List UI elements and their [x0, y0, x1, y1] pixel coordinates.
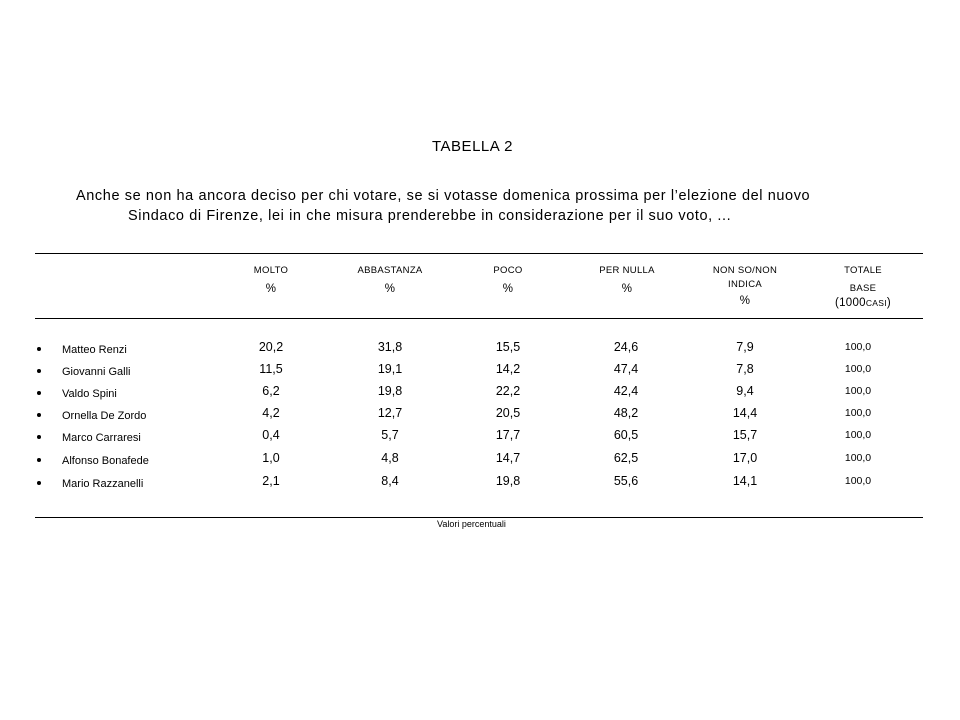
table-cell: 19,8 — [377, 384, 403, 398]
table-cell: 100,0 — [844, 429, 872, 441]
table-cell: 62,5 — [613, 451, 639, 465]
question-line-1: Anche se non ha ancora deciso per chi votare, se si votasse domenica prossima per l’elezione del nuovo — [76, 188, 811, 204]
question-line-2: Sindaco di Firenze, lei in che misura prenderebbe in considerazione per il suo voto, ... — [128, 208, 732, 224]
column-label: TOTALE — [844, 265, 882, 276]
table-header-rule — [35, 318, 923, 319]
table-cell: 19,1 — [377, 362, 403, 376]
bullet-icon — [37, 391, 41, 395]
column-label: NON SO/NON — [712, 265, 778, 276]
table-cell: 100,0 — [844, 452, 872, 464]
table-cell: 100,0 — [844, 475, 872, 487]
table-cell: 6,2 — [262, 384, 280, 398]
table-cell: 12,7 — [377, 406, 403, 420]
table-cell: 2,1 — [262, 474, 280, 488]
casi-open: (1000 — [834, 297, 866, 309]
table-cell: 9,4 — [736, 384, 754, 398]
table-top-rule — [35, 253, 923, 254]
table-cell: 24,6 — [613, 340, 639, 354]
column-label-2: INDICA — [728, 279, 762, 290]
candidate-name: Ornella De Zordo — [62, 410, 147, 422]
table-cell: 48,2 — [613, 406, 639, 420]
table-cell: 15,7 — [732, 428, 758, 442]
candidate-name: Alfonso Bonafede — [62, 455, 149, 467]
table-cell: 42,4 — [613, 384, 639, 398]
footnote: Valori percentuali — [437, 519, 506, 529]
table-cell: 17,0 — [732, 451, 758, 465]
column-unit: % — [739, 295, 751, 307]
table-cell: 100,0 — [844, 407, 872, 419]
candidate-name: Valdo Spini — [62, 388, 117, 400]
column-unit: % — [265, 283, 277, 295]
bullet-icon — [37, 435, 41, 439]
table-cell: 20,5 — [495, 406, 521, 420]
table-cell: 11,5 — [259, 362, 283, 376]
column-label: PER NULLA — [599, 265, 655, 276]
table-row — [0, 406, 960, 428]
candidate-name: Matteo Renzi — [62, 344, 127, 356]
column-unit: % — [502, 283, 514, 295]
candidate-name: Giovanni Galli — [62, 366, 131, 378]
table-cell: 14,1 — [732, 474, 758, 488]
table-cell: 20,2 — [258, 340, 284, 354]
table-cell: 1,0 — [262, 451, 280, 465]
column-unit: % — [621, 283, 633, 295]
table-cell: 8,4 — [381, 474, 399, 488]
column-label: POCO — [493, 265, 523, 276]
casi-close: ) — [886, 297, 892, 309]
column-label: ABBASTANZA — [357, 265, 423, 276]
table-row — [0, 474, 960, 496]
table-row — [0, 362, 960, 384]
table-row — [0, 384, 960, 406]
table-cell: 55,6 — [613, 474, 639, 488]
bullet-icon — [37, 481, 41, 485]
table-cell: 14,4 — [732, 406, 758, 420]
table-cell: 60,5 — [613, 428, 639, 442]
bullet-icon — [37, 347, 41, 351]
column-label: MOLTO — [253, 265, 289, 276]
table-cell: 17,7 — [495, 428, 521, 442]
table-cell: 100,0 — [844, 341, 872, 353]
table-cell: 100,0 — [844, 363, 872, 375]
table-cell: 15,5 — [495, 340, 521, 354]
table-cell: 5,7 — [381, 428, 399, 442]
table-row — [0, 340, 960, 362]
column-casi-label — [818, 296, 908, 310]
table-cell: 19,8 — [495, 474, 521, 488]
table-cell: 7,8 — [736, 362, 754, 376]
column-unit: % — [384, 283, 396, 295]
table-cell: 4,8 — [381, 451, 399, 465]
bullet-icon — [37, 369, 41, 373]
table-cell: 22,2 — [495, 384, 521, 398]
column-header-totale — [818, 264, 908, 310]
table-cell: 100,0 — [844, 385, 872, 397]
table-cell: 4,2 — [262, 406, 280, 420]
column-base-label: BASE — [849, 283, 877, 294]
table-cell: 14,7 — [495, 451, 521, 465]
table-row — [0, 451, 960, 473]
candidate-name: Mario Razzanelli — [62, 478, 144, 490]
casi-small: CASI — [865, 298, 887, 308]
column-header-per-nulla — [582, 264, 672, 296]
table-cell: 0,4 — [262, 428, 280, 442]
table-cell: 47,4 — [613, 362, 639, 376]
table-cell: 7,9 — [736, 340, 754, 354]
bullet-icon — [37, 458, 41, 462]
table-cell: 31,8 — [377, 340, 403, 354]
table-title: TABELLA 2 — [432, 138, 513, 155]
table-row — [0, 428, 960, 450]
column-header-poco — [468, 264, 548, 296]
bullet-icon — [37, 413, 41, 417]
column-header-abbastanza — [340, 264, 440, 296]
survey-question — [76, 186, 946, 226]
table-cell: 14,2 — [495, 362, 521, 376]
column-header-molto — [231, 264, 311, 296]
column-header-non-so — [700, 264, 790, 308]
candidate-name: Marco Carraresi — [62, 432, 141, 444]
table-bottom-rule — [35, 517, 923, 518]
